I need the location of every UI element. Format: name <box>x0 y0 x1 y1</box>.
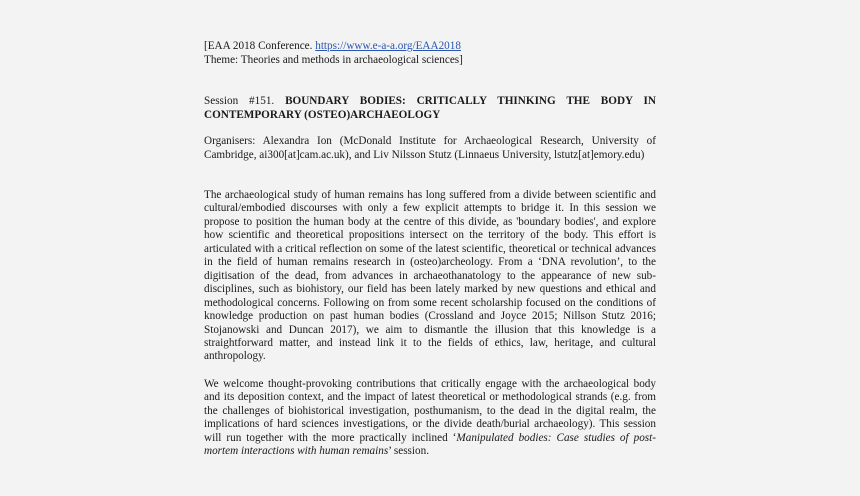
paragraph-2-end: ’ session. <box>388 445 429 458</box>
abstract-paragraph-1: The archaeological study of human remains has long suffered from a divide between scientific and cultural/embodied discourses with only a few explicit attempts to bridge it. In this session we propose to position the human body at the centre of this divide, as 'boundary bodies', and explore how scientific and theoretical propositions intersect on the territory of the body. This effort is articulated with a critical reflection on some of the latest scientific, theoretical or technical advances in the field of human remains research in (osteo)archeology. From a ‘DNA revolution’, to the digitisation of the dead, from advances in archaeothanatology to the appearance of new sub-disciplines, such as biohistory, our field has been lately marked by new questions and ethical and methodological concerns. Following on from some recent scholarship focused on the conditions of knowledge production on past human bodies (Crossland and Joyce 2015; Nillson Stutz 2016; Stojanowski and Duncan 2017), we aim to dismantle the illusion that this knowledge is a straightforward matter, and instead link it to the fields of ethics, law, heritage, and cultural anthropology. <box>204 189 656 363</box>
theme-line: Theme: Theories and methods in archaeological sciences] <box>204 53 463 66</box>
conference-link[interactable]: https://www.e-a-a.org/EAA2018 <box>315 40 461 52</box>
paragraph-2-session-title: Manipulated bodies: Case studies of post-mortem interactions with human remains <box>204 431 656 458</box>
abstract-paragraph-2 <box>204 378 656 459</box>
session-title: BOUNDARY BODIES: CRITICALLY THINKING THE BODY IN CONTEMPORARY (OSTEO)ARCHAEOLOGY <box>204 95 656 121</box>
session-heading <box>204 95 656 122</box>
organisers: Organisers: Alexandra Ion (McDonald Institute for Archaeological Research, University of Cambridge, ai300[at]cam.ac.uk), and Liv Nilsson Stutz (Linnaeus University, lstutz[at]emory.edu) <box>204 135 656 161</box>
conference-prefix: [EAA 2018 Conference. <box>204 40 316 52</box>
conference-header <box>204 40 656 67</box>
paragraph-2-main: We welcome thought-provoking contributions that critically engage with the archaeological body and its deposition context, and the impact of latest theoretical or methodological strands (e.g. from the challenges of biohistorical investigation, posthumanism, to the dead in the digital realm, the implications of hard sciences investigations, or the divide death/burial archaeology). This session will run together with the more practically inclined ‘ <box>204 378 656 444</box>
session-number: Session #151. <box>204 95 275 107</box>
conference-line <box>204 40 656 54</box>
